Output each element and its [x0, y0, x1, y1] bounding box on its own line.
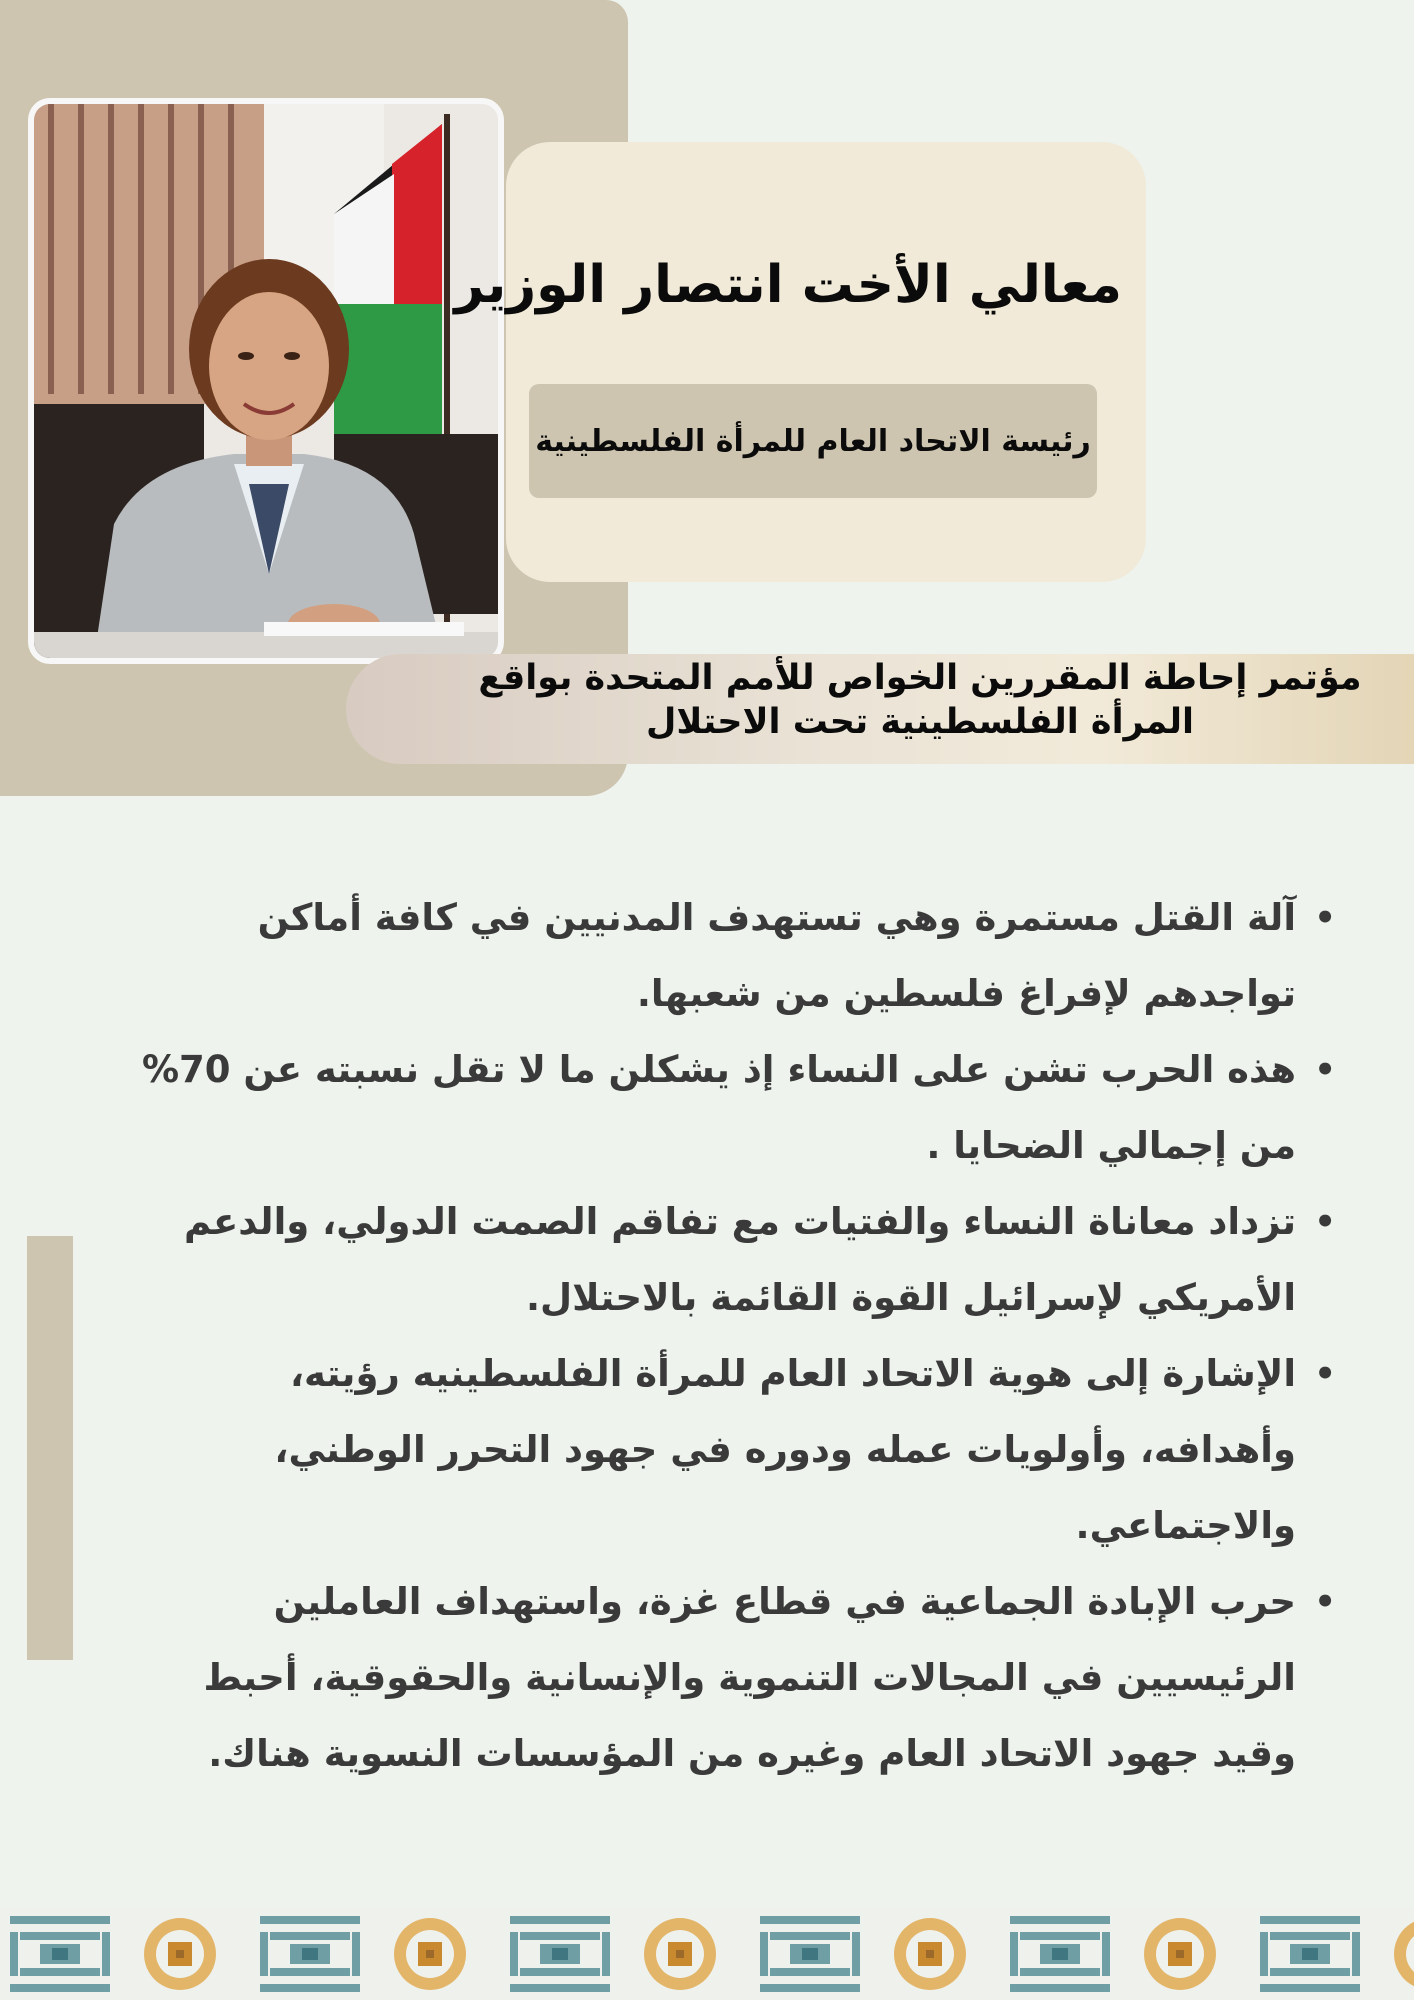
conference-title-line-1: مؤتمر إحاطة المقررين الخواص للأمم المتحدة بواقع — [478, 658, 1362, 698]
bullet-icon: • — [1314, 898, 1336, 938]
embroidery-pattern-border — [0, 1908, 1414, 2000]
bullet-icon: • — [1314, 1354, 1336, 1394]
bullet-point-text: الإشارة إلى هوية الاتحاد العام للمرأة الفلسطينيه رؤيته، وأهدافه، وأولويات عمله ودوره في جهود التحرر الوطني، والاجتماعي. — [274, 1352, 1296, 1547]
bullet-icon: • — [1314, 1050, 1336, 1090]
name-title: معالي الأخت انتصار الوزير — [454, 255, 1122, 315]
bullet-point — [140, 1336, 1336, 1564]
bullet-points-list — [140, 880, 1336, 1792]
bullet-icon: • — [1314, 1202, 1336, 1242]
bullet-point-text: تزداد معاناة النساء والفتيات مع تفاقم الصمت الدولي، والدعم الأمريكي لإسرائيل القوة القائمة بالاحتلال. — [184, 1200, 1296, 1319]
portrait-photo — [34, 104, 498, 658]
bullet-point — [140, 1032, 1336, 1184]
bullet-icon: • — [1314, 1582, 1336, 1622]
bullet-point — [140, 880, 1336, 1032]
role-box — [529, 384, 1097, 498]
decorative-side-bar — [27, 1236, 73, 1660]
bullet-point-text: هذه الحرب تشن على النساء إذ يشكلن ما لا تقل نسبته عن 70% من إجمالي الضحايا . — [141, 1048, 1296, 1167]
conference-title-line-2: المرأة الفلسطينية تحت الاحتلال — [646, 702, 1194, 742]
bullet-point-text: آلة القتل مستمرة وهي تستهدف المدنيين في كافة أماكن تواجدهم لإفراغ فلسطين من شعبها. — [257, 896, 1296, 1015]
portrait-photo-frame — [28, 98, 504, 664]
role-text: رئيسة الاتحاد العام للمرأة الفلسطينية — [535, 423, 1091, 459]
title-card — [506, 142, 1146, 582]
bullet-point — [140, 1564, 1336, 1792]
conference-title — [440, 656, 1400, 744]
bullet-point — [140, 1184, 1336, 1336]
bullet-point-text: حرب الإبادة الجماعية في قطاع غزة، واستهداف العاملين الرئيسيين في المجالات التنموية والإنسانية والحقوقية، أحبط وقيد جهود الاتحاد العام وغيره من المؤسسات النسوية هناك. — [203, 1580, 1296, 1775]
